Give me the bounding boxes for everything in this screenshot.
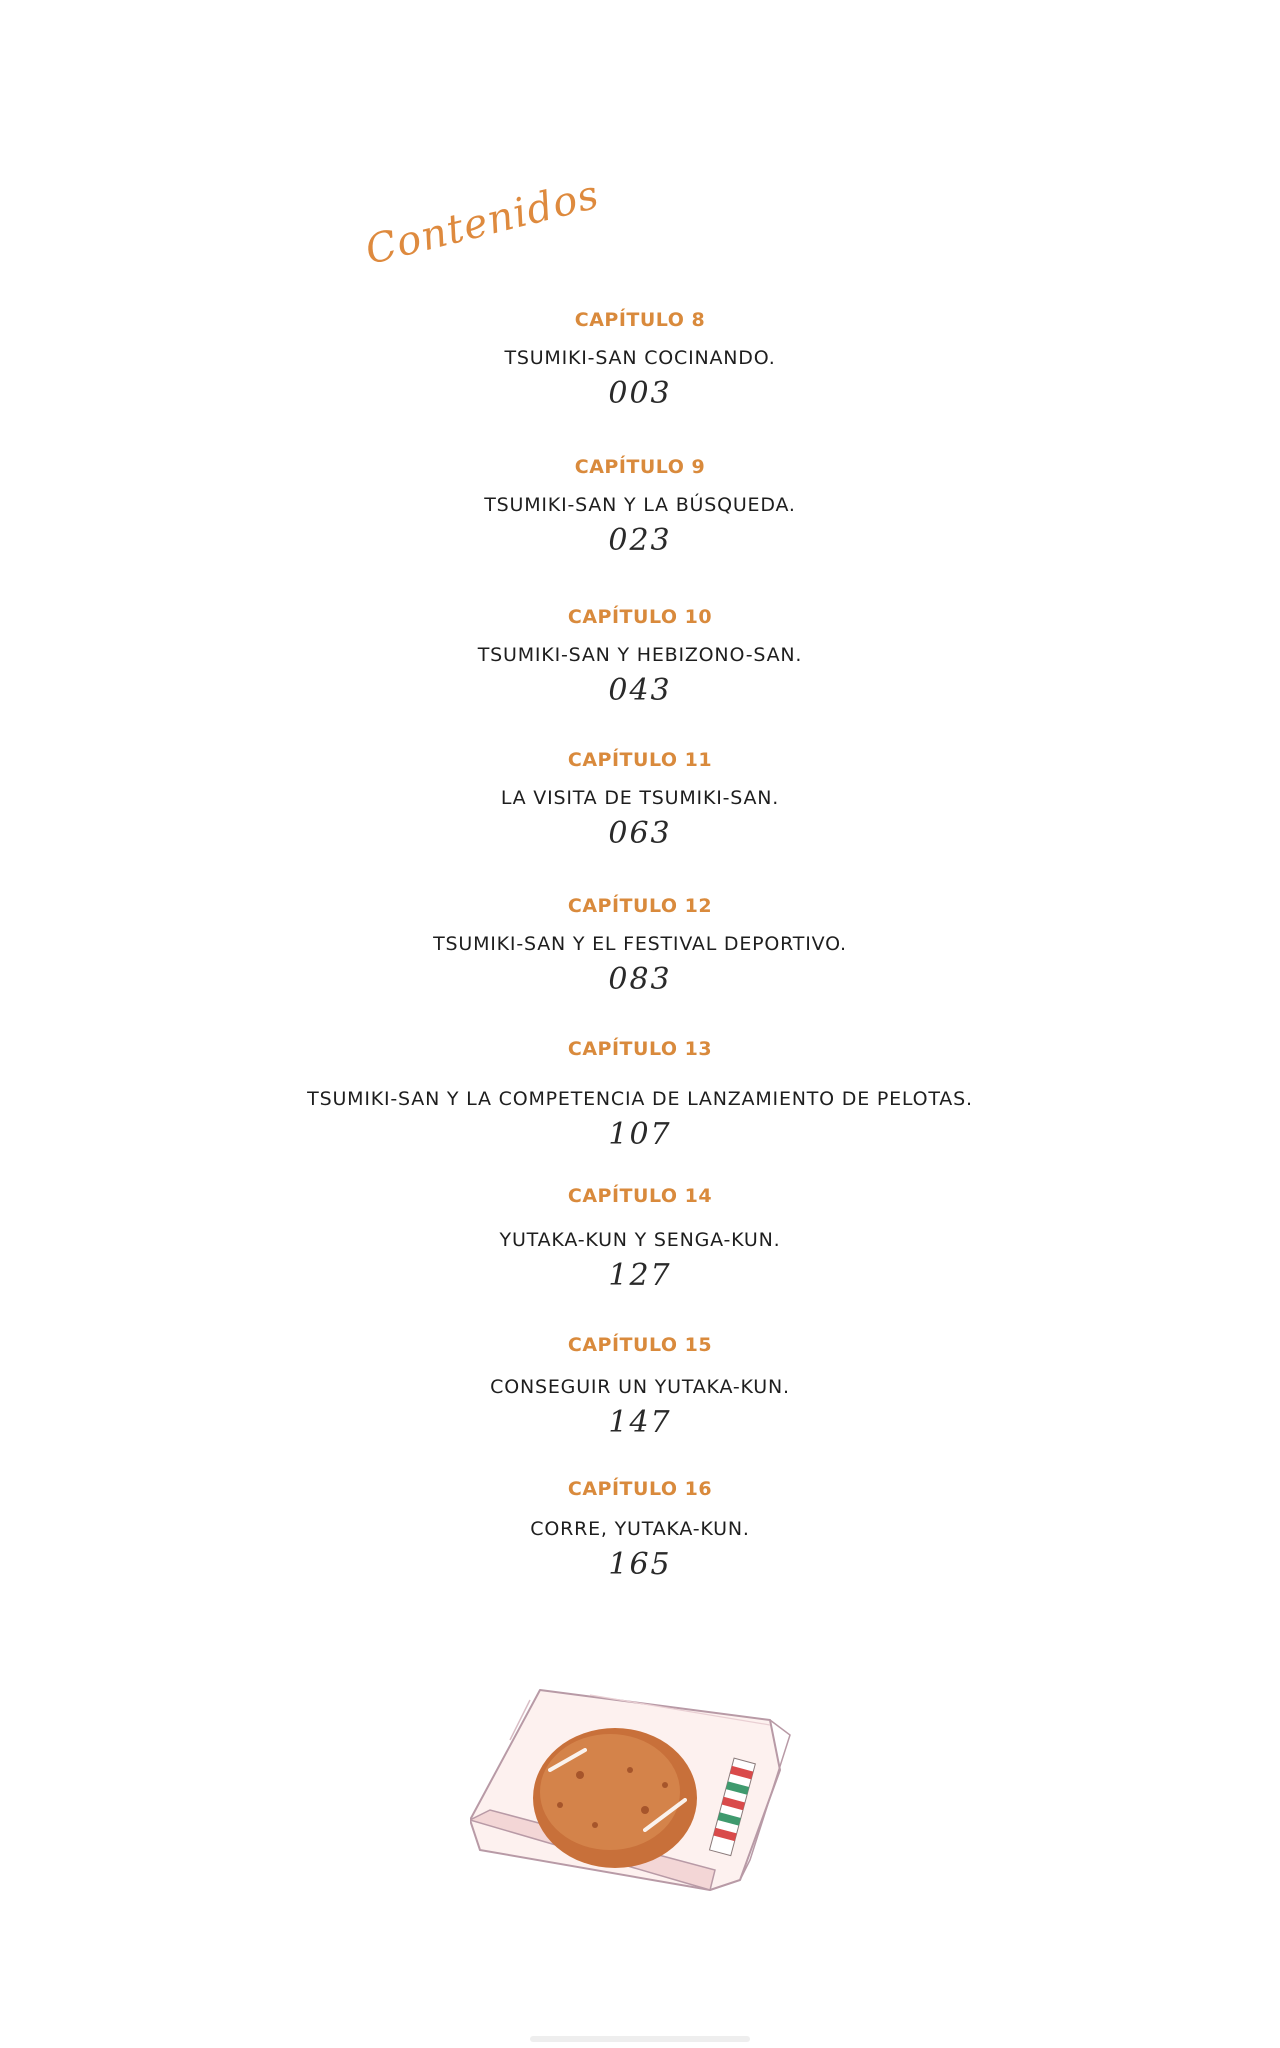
toc-entry xyxy=(0,305,1280,413)
toc-entry xyxy=(0,602,1280,710)
toc-entry xyxy=(0,1034,1280,1154)
page-number: 043 xyxy=(608,673,672,708)
chapter-number: CAPÍTULO 13 xyxy=(567,1038,713,1060)
chapter-title: TSUMIKI-SAN Y HEBIZONO-SAN. xyxy=(477,644,803,666)
chapter-number: CAPÍTULO 12 xyxy=(567,895,713,917)
chapter-number: CAPÍTULO 9 xyxy=(574,456,706,478)
chapter-title: TSUMIKI-SAN COCINANDO. xyxy=(504,347,776,369)
chapter-number: CAPÍTULO 8 xyxy=(574,309,706,331)
page-number: 063 xyxy=(608,816,672,851)
toc-entry xyxy=(0,1330,1280,1442)
chapter-title: YUTAKA-KUN Y SENGA-KUN. xyxy=(499,1229,781,1251)
page-number: 083 xyxy=(608,962,672,997)
toc-entry xyxy=(0,452,1280,560)
chapter-title: TSUMIKI-SAN Y LA BÚSQUEDA. xyxy=(484,494,796,516)
chapter-number: CAPÍTULO 11 xyxy=(567,749,713,771)
chapter-title: TSUMIKI-SAN Y EL FESTIVAL DEPORTIVO. xyxy=(433,933,847,955)
page-number: 165 xyxy=(608,1547,672,1582)
chapter-title: CONSEGUIR UN YUTAKA-KUN. xyxy=(490,1376,790,1398)
chapter-number: CAPÍTULO 16 xyxy=(567,1478,713,1500)
page-footer-mark xyxy=(530,2036,750,2042)
page-title: Contenidos xyxy=(360,171,604,274)
page-number: 147 xyxy=(608,1405,672,1440)
chapter-title: LA VISITA DE TSUMIKI-SAN. xyxy=(500,787,780,809)
chapter-number: CAPÍTULO 14 xyxy=(567,1185,713,1207)
chapter-number: CAPÍTULO 10 xyxy=(567,606,713,628)
chapter-number: CAPÍTULO 15 xyxy=(567,1334,713,1356)
toc-entry xyxy=(0,891,1280,999)
chapter-title: TSUMIKI-SAN Y LA COMPETENCIA DE LANZAMIENTO DE PELOTAS. xyxy=(307,1088,973,1110)
toc-entry xyxy=(0,745,1280,853)
toc-entry xyxy=(0,1181,1280,1295)
page-number: 107 xyxy=(608,1117,672,1152)
page-number: 023 xyxy=(608,523,672,558)
chapter-title: CORRE, YUTAKA-KUN. xyxy=(530,1518,750,1540)
cookie-in-wrapper-icon xyxy=(470,1680,800,1920)
toc-entry xyxy=(0,1474,1280,1584)
page-number: 127 xyxy=(608,1258,672,1293)
page-number: 003 xyxy=(608,376,672,411)
